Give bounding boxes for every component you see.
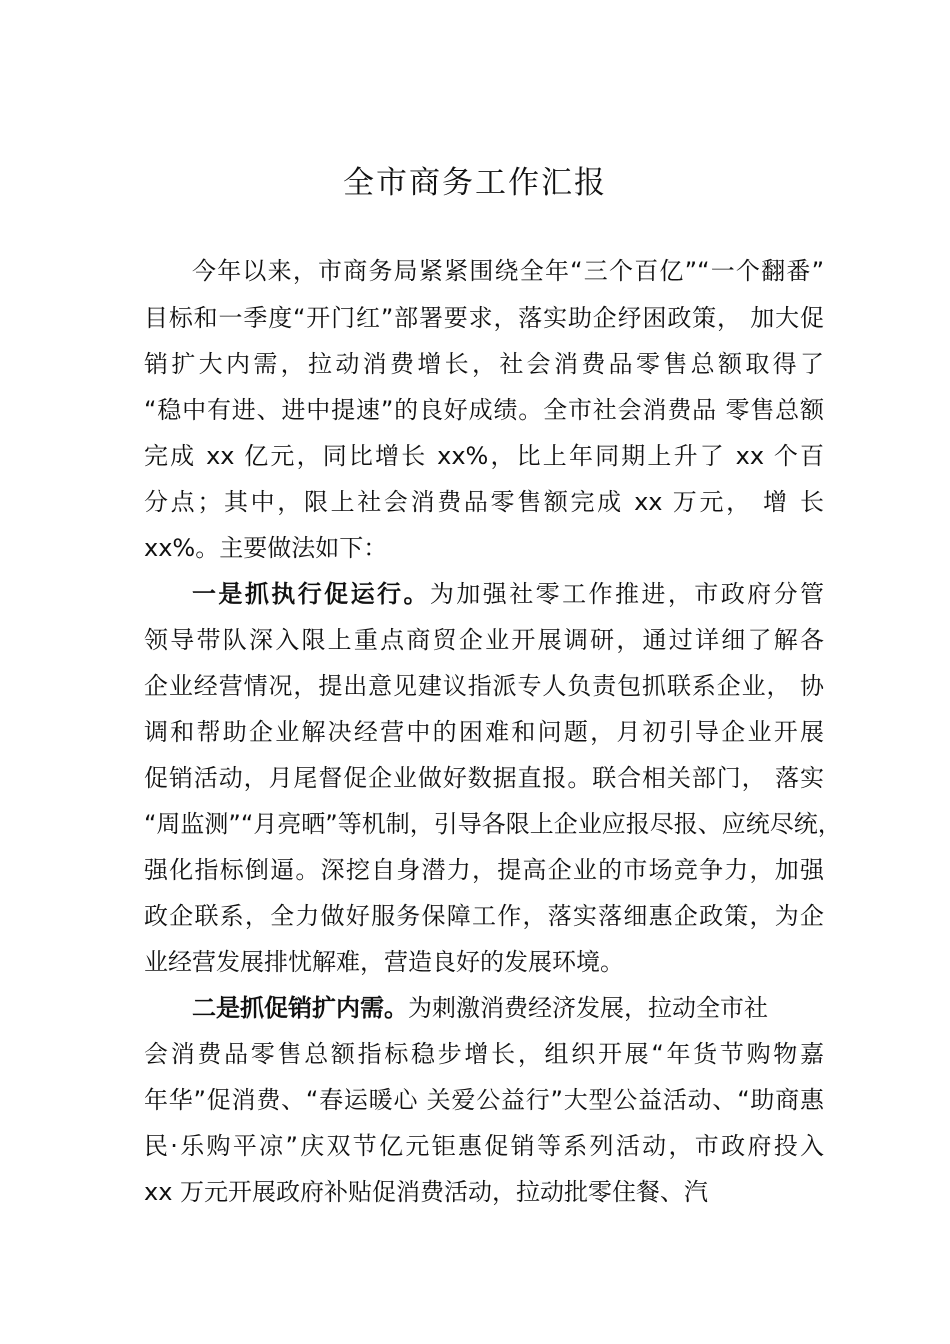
paragraph-line: 业经营发展排忧解难，营造良好的发展环境。 (144, 948, 624, 976)
section-first-line-text: 为加强社零工作推进，市政府分管 (429, 580, 825, 608)
paragraph-line: 民·乐购平凉”庆双节亿元钜惠促销等系列活动，市政府投入 (144, 1132, 824, 1160)
paragraph-line: “周监测”“月亮晒”等机制，引导各限上企业应报尽报、应统尽统， (144, 810, 842, 838)
paragraph-line: 政企联系，全力做好服务保障工作，落实落细惠企政策，为企 (144, 902, 824, 930)
paragraph-line: 强化指标倒逼。深挖自身潜力，提高企业的市场竞争力，加强 (144, 856, 824, 884)
paragraph-line: 销扩大内需，拉动消费增长，社会消费品零售总额取得了 (144, 350, 824, 378)
paragraph-line: xx 万元开展政府补贴促消费活动，拉动批零住餐、汽 (144, 1178, 709, 1206)
paragraph-line: 今年以来，市商务局紧紧围绕全年“三个百亿”“一个翻番” (192, 257, 824, 285)
paragraph-line: 分点；其中，限上社会消费品零售额完成 xx 万元， 增 长 (144, 488, 824, 516)
section-heading: 二是抓促销扩内需。 (192, 994, 408, 1022)
paragraph-line: xx%。主要做法如下： (144, 534, 388, 562)
paragraph-line: 调和帮助企业解决经营中的困难和问题，月初引导企业开展 (144, 718, 824, 746)
paragraph-line: 会消费品零售总额指标稳步增长，组织开展“年货节购物嘉 (144, 1040, 824, 1068)
paragraph-line: “稳中有进、进中提速”的良好成绩。全市社会消费品 零售总额 (144, 396, 824, 424)
paragraph-line: 完成 xx 亿元，同比增长 xx%，比上年同期上升了 xx 个百 (144, 442, 824, 470)
paragraph-line: 企业经营情况，提出意见建议指派专人负责包抓联系企业， 协 (144, 672, 824, 700)
section-first-line (192, 571, 824, 617)
section-first-line (192, 985, 824, 1031)
paragraph-line: 年华”促消费、“春运暖心 关爱公益行”大型公益活动、“助商惠 (144, 1086, 824, 1114)
paragraph-line: 目标和一季度“开门红”部署要求，落实助企纾困政策， 加大促 (144, 304, 824, 332)
paragraph-line: 促销活动，月尾督促企业做好数据直报。联合相关部门， 落实 (144, 764, 824, 792)
section-first-line-text: 为刺激消费经济发展，拉动全市社 (408, 994, 768, 1022)
document-title: 全市商务工作汇报 (343, 165, 607, 201)
section-heading: 一是抓执行促运行。 (192, 580, 430, 608)
paragraph-line: 领导带队深入限上重点商贸企业开展调研，通过详细了解各 (144, 626, 824, 654)
